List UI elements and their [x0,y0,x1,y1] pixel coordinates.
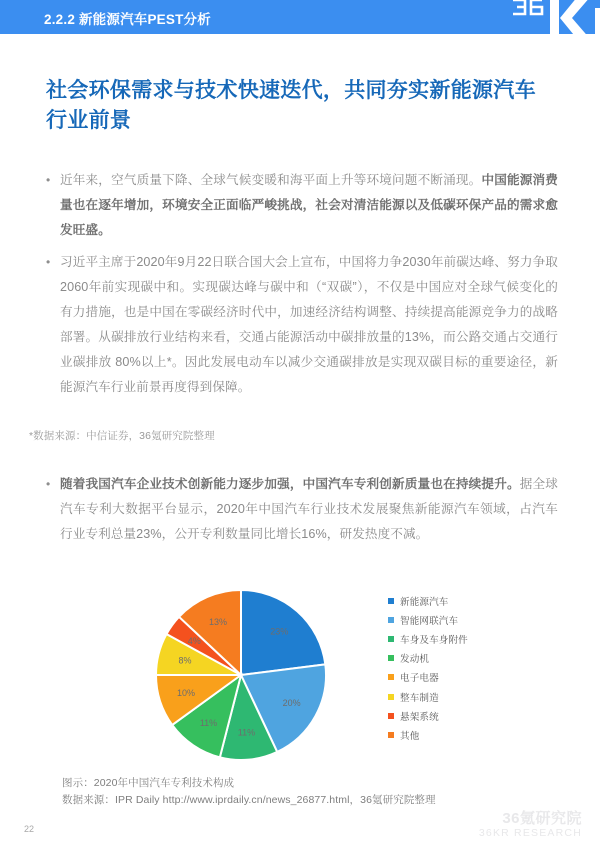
pie-slice-label: 23% [270,626,289,637]
legend-item [388,706,554,725]
legend-swatch-icon [388,694,394,700]
legend-label: 电子电器 [400,673,439,685]
pie-slice-label: 13% [209,616,228,627]
pie-chart [148,585,334,765]
legend-swatch-icon [388,713,394,719]
chart-caption-figure: 图示：2020年中国汽车专利技术构成 [62,777,235,789]
legend-item [388,649,554,668]
bullet-text-2: 习近平主席于2020年9月22日联合国大会上宣布，中国将力争2030年前碳达峰、努力争取2060年前实现碳中和。实现碳达峰与碳中和（“双碳”），不仅是中国应对全球气候变化的有力措施，也是中国在零碳经济时代中，加速经济结构调整、持续提高能源竞争力的战略部署。从碳排放行业结构来看，交通占能源活动中碳排放量的13%，而公路交通占交通行业碳排放 80%以上*。因此发展电动车以减少交通碳排放是实现双碳目标的重要途径，新能源汽车行业前景再度得到保障。 [60,255,558,394]
watermark-cn: 36氪研究院 [502,810,582,827]
legend-item [388,668,554,687]
section-heading: 2.2.2 新能源汽车PEST分析 [44,12,211,27]
watermark-en: 36KR RESEARCH [478,827,582,839]
pie-slice-label: 11% [237,727,256,738]
pie-slice-label: 11% [199,717,218,728]
legend-label: 车身及车身附件 [400,634,468,646]
legend-item [388,591,554,610]
legend-item [388,629,554,648]
legend-label: 其他 [400,730,420,742]
legend-swatch-icon [388,617,394,623]
pie-slice-label: 8% [178,655,192,666]
pie-chart-figure [44,585,556,770]
legend-item [388,725,554,744]
legend-label: 悬架系统 [400,711,439,723]
pie-slice-label: 4% [187,636,201,647]
chart-caption [62,775,562,809]
legend-swatch-icon [388,598,394,604]
legend-label: 发动机 [400,654,430,666]
watermark [479,810,582,840]
bullet-paragraph-1 [44,168,558,243]
bullet-marker: • [46,173,51,187]
bullet-text-3: 随着我国汽车企业技术创新能力逐步加强，中国汽车专利创新质量也在持续提升。据全球汽车专利大数据平台显示，2020年中国汽车行业技术发展聚焦新能源汽车领域，占汽车行业专利总量23%，公开专利数量同比增长16%，研发热度不减。 [60,477,558,541]
pie-slice-label: 10% [177,687,196,698]
bullet-marker: • [46,255,51,269]
chart-legend [388,591,554,745]
legend-swatch-icon [388,636,394,642]
bullet-paragraph-3 [44,472,558,547]
legend-item [388,610,554,629]
chart-caption-source: 数据来源：IPR Daily http://www.iprdaily.cn/news_26877.html，36氪研究院整理 [62,794,436,806]
legend-label: 整车制造 [400,692,439,704]
legend-swatch-icon [388,674,394,680]
pie-slice-label: 20% [282,697,301,708]
legend-label: 新能源汽车 [400,596,449,608]
page-number: 22 [24,824,35,834]
brand-logo-36kr [502,0,600,46]
bullet-text-1: 近年来，空气质量下降、全球气候变暖和海平面上升等环境问题不断涌现。中国能源消费量也在逐年增加，环境安全正面临严峻挑战，社会对清洁能源以及低碳环保产品的需求愈发旺盛。 [60,173,558,237]
footnote-source: *数据来源：中信证券，36氪研究院整理 [29,430,215,442]
legend-swatch-icon [388,655,394,661]
page-title: 社会环保需求与技术快速迭代，共同夯实新能源汽车行业前景 [46,79,536,132]
bullet-paragraph-2 [44,250,558,400]
bullet-marker: • [46,477,51,491]
legend-label: 智能网联汽车 [400,615,459,627]
legend-swatch-icon [388,732,394,738]
legend-item [388,687,554,706]
